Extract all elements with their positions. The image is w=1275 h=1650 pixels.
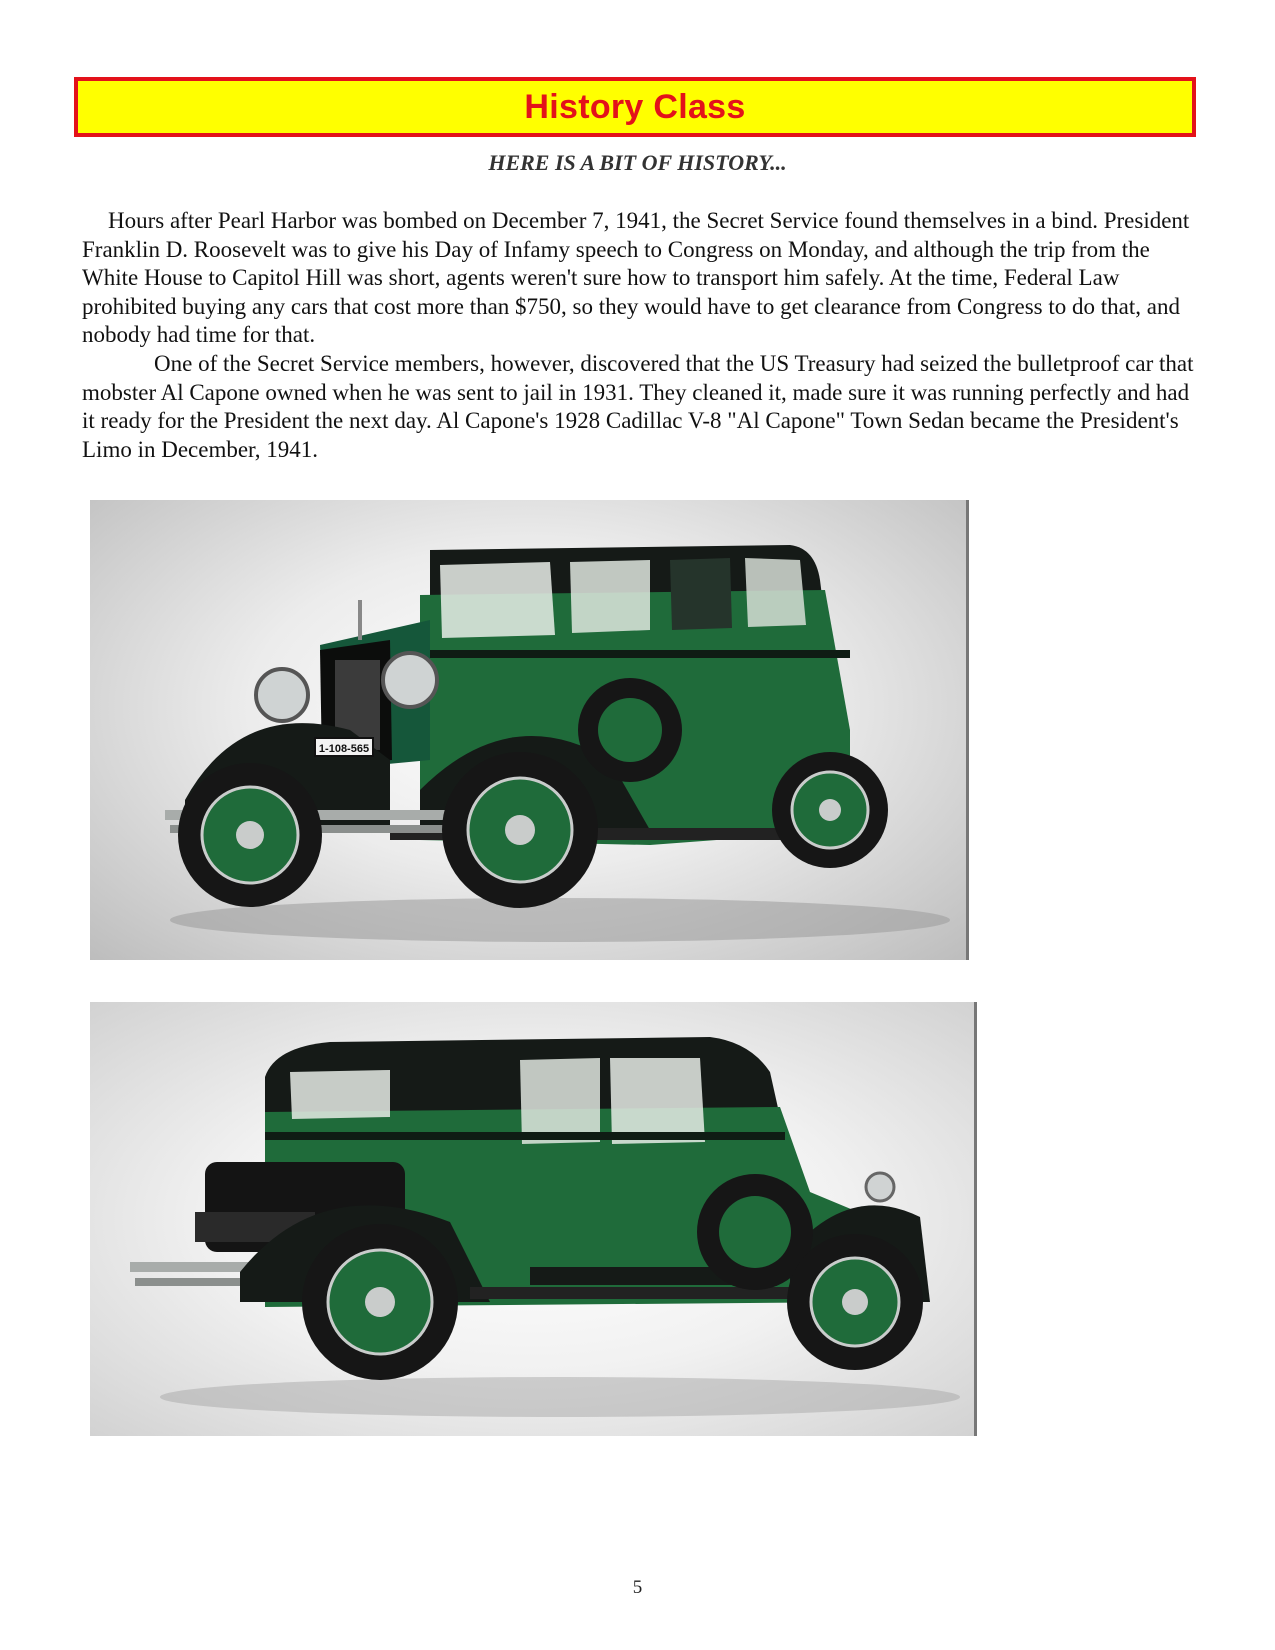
article-paragraph-2: One of the Secret Service members, however, discovered that the US Treasury had seized the bulletproof car that mobster Al Capone owned when he was sent to jail in 1931. They cleaned it, made sure it was running perfectly and had it ready for the President the next day. Al Capone's 1928 Cadillac V-8 "Al Capone" Town Sedan became the President's Limo in December, 1941. bbox=[82, 350, 1194, 462]
title-banner bbox=[74, 77, 1196, 137]
page-number: 5 bbox=[632, 1577, 643, 1598]
license-plate-text: 1-108-565 bbox=[318, 743, 370, 755]
subheading: HERE IS A BIT OF HISTORY... bbox=[488, 150, 787, 175]
front-right-wheel bbox=[442, 752, 598, 908]
car-front-illustration bbox=[90, 500, 966, 960]
car-photo-front bbox=[90, 500, 969, 960]
front-wheel bbox=[178, 763, 322, 907]
rear-wheel bbox=[772, 752, 888, 868]
car-photo-rear bbox=[90, 1002, 977, 1436]
front-left-wheel bbox=[787, 1234, 923, 1370]
article-body bbox=[82, 207, 1200, 464]
article-paragraph-1: Hours after Pearl Harbor was bombed on December 7, 1941, the Secret Service found themselves in a bind. President Franklin D. Roosevelt was to give his Day of Infamy speech to Congress on Monday, and although the trip from the White House to Capitol Hill was short, agents weren't sure how to transport him safely. At the time, Federal Law prohibited buying any cars that cost more than $750, so they would have to get clearance from Congress to do that, and nobody had time for that. bbox=[82, 208, 1190, 348]
rear-left-wheel bbox=[302, 1224, 458, 1380]
car-rear-illustration bbox=[90, 1002, 974, 1436]
page-title: History Class bbox=[524, 87, 746, 126]
